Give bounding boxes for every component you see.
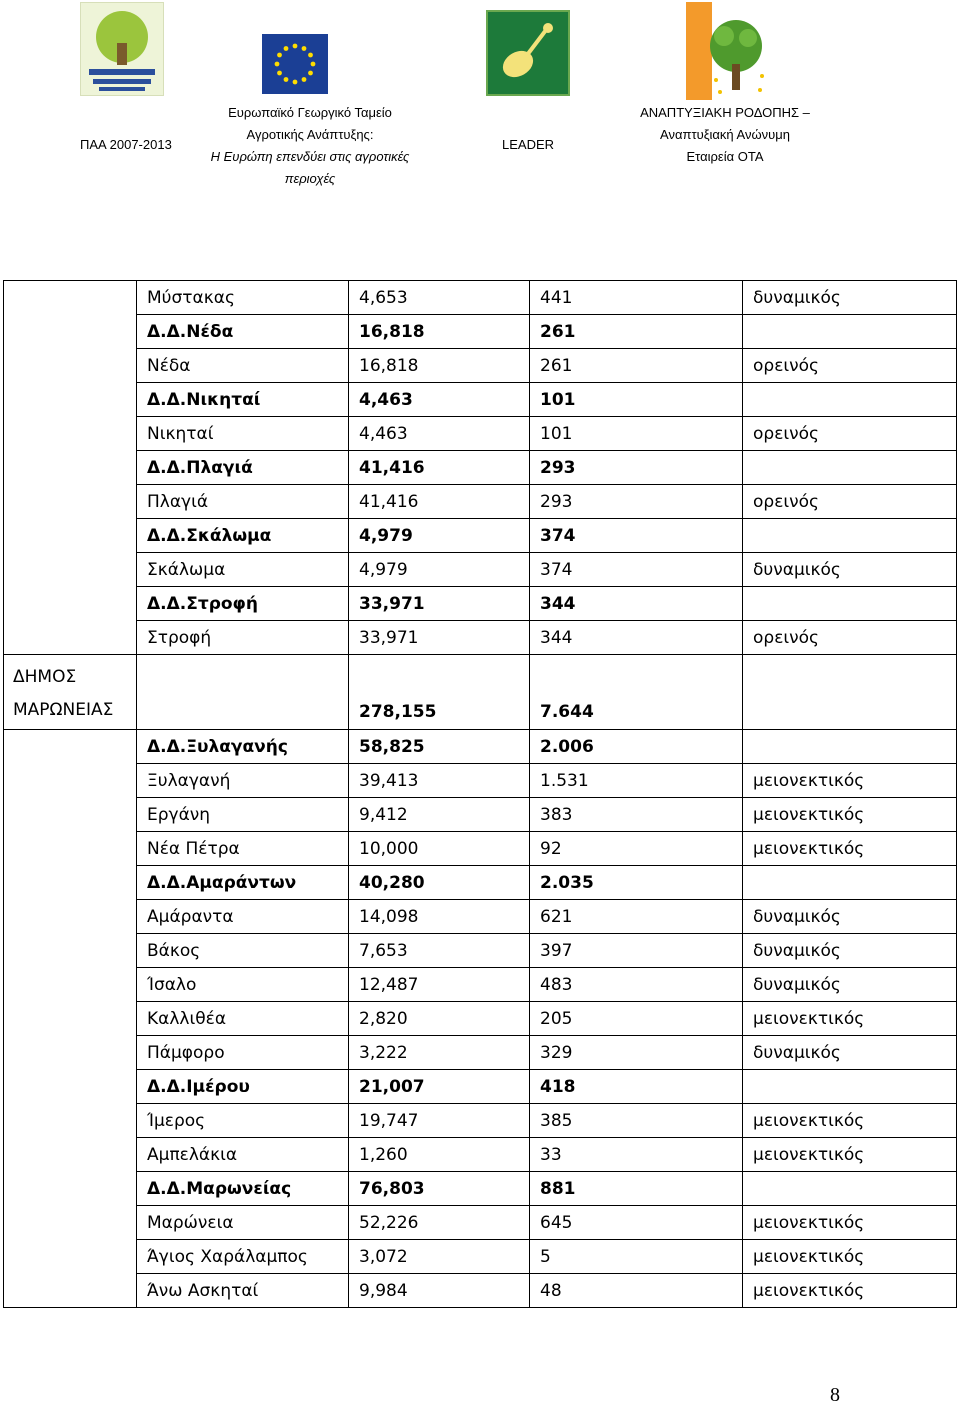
table-row	[4, 934, 957, 968]
table-cell: 7,653	[349, 934, 530, 968]
table-cell: 621	[530, 900, 743, 934]
table-cell: 4,463	[349, 417, 530, 451]
table-cell: μειονεκτικός	[743, 1002, 957, 1036]
table-cell: Δ.Δ.Νικηταί	[137, 383, 349, 417]
table-cell: Νέα Πέτρα	[137, 832, 349, 866]
table-row	[4, 587, 957, 621]
settlements-table	[3, 280, 957, 1308]
table-cell	[4, 621, 137, 655]
eu-flag-logo	[262, 34, 328, 94]
organisation-line-2: Αναπτυξιακή Ανώνυμη	[660, 127, 790, 142]
organisation-line-3: Εταιρεία ΟΤΑ	[686, 149, 764, 164]
table-cell: Ίσαλο	[137, 968, 349, 1002]
table-cell	[4, 587, 137, 621]
table-cell	[4, 832, 137, 866]
table-cell: 9,984	[349, 1274, 530, 1308]
table-row	[4, 730, 957, 764]
municipality-total-row	[4, 655, 957, 730]
table-row	[4, 417, 957, 451]
table-cell: Πλαγιά	[137, 485, 349, 519]
table-cell: 92	[530, 832, 743, 866]
table-cell	[743, 866, 957, 900]
table-row	[4, 1036, 957, 1070]
table-row	[4, 519, 957, 553]
table-cell	[4, 281, 137, 315]
table-cell: 2.035	[530, 866, 743, 900]
table-cell: Σκάλωμα	[137, 553, 349, 587]
table-row	[4, 764, 957, 798]
table-cell: 261	[530, 315, 743, 349]
table-cell: Άγιος Χαράλαμπος	[137, 1240, 349, 1274]
table-cell: 645	[530, 1206, 743, 1240]
table-cell: δυναμικός	[743, 1036, 957, 1070]
eu-fund-line-2: Αγροτικής Ανάπτυξης:	[246, 127, 374, 142]
table-cell: μειονεκτικός	[743, 798, 957, 832]
table-cell: Αμπελάκια	[137, 1138, 349, 1172]
table-row	[4, 281, 957, 315]
table-cell: Δ.Δ.Σκάλωμα	[137, 519, 349, 553]
table-row	[4, 315, 957, 349]
table-cell: 261	[530, 349, 743, 383]
table-cell: 4,653	[349, 281, 530, 315]
table-cell	[4, 485, 137, 519]
table-cell: 33,971	[349, 587, 530, 621]
table-cell	[743, 1172, 957, 1206]
table-cell: 329	[530, 1036, 743, 1070]
table-cell	[743, 451, 957, 485]
table-cell	[4, 1104, 137, 1138]
table-cell: Άνω Ασκηταί	[137, 1274, 349, 1308]
table-cell: 374	[530, 553, 743, 587]
table-row	[4, 383, 957, 417]
table-cell	[4, 934, 137, 968]
table-row	[4, 1070, 957, 1104]
table-cell: 52,226	[349, 1206, 530, 1240]
table-cell: ορεινός	[743, 349, 957, 383]
table-row	[4, 1104, 957, 1138]
table-cell	[743, 587, 957, 621]
table-cell: Καλλιθέα	[137, 1002, 349, 1036]
table-cell: Μαρώνεια	[137, 1206, 349, 1240]
table-cell: 9,412	[349, 798, 530, 832]
table-cell	[4, 866, 137, 900]
table-cell: Μύστακας	[137, 281, 349, 315]
organisation-line-1: ΑΝΑΠΤΥΞΙΑΚΗ ΡΟΔΟΠΗΣ –	[640, 105, 810, 120]
table-cell: 39,413	[349, 764, 530, 798]
table-cell	[4, 1240, 137, 1274]
table-cell: 4,463	[349, 383, 530, 417]
table-cell: δυναμικός	[743, 934, 957, 968]
total-cell: 7.644	[530, 655, 743, 730]
table-cell: 397	[530, 934, 743, 968]
table-cell: 3,072	[349, 1240, 530, 1274]
table-cell: 10,000	[349, 832, 530, 866]
table-cell: 2,820	[349, 1002, 530, 1036]
table-cell: 5	[530, 1240, 743, 1274]
table-cell: ορεινός	[743, 621, 957, 655]
table-cell	[4, 417, 137, 451]
table-cell: ορεινός	[743, 417, 957, 451]
table-cell: Ξυλαγανή	[137, 764, 349, 798]
table-cell: 40,280	[349, 866, 530, 900]
table-cell: 58,825	[349, 730, 530, 764]
table-cell: 48	[530, 1274, 743, 1308]
table-cell	[4, 519, 137, 553]
table-cell	[743, 519, 957, 553]
table-cell: 4,979	[349, 519, 530, 553]
table-cell: 293	[530, 451, 743, 485]
table-cell: 101	[530, 383, 743, 417]
leader-logo	[486, 10, 570, 96]
table-cell: μειονεκτικός	[743, 1206, 957, 1240]
table-cell: μειονεκτικός	[743, 764, 957, 798]
table-cell	[4, 1274, 137, 1308]
table-cell: 418	[530, 1070, 743, 1104]
municipality-name-line-1: ΔΗΜΟΣ	[13, 667, 77, 687]
table-cell: μειονεκτικός	[743, 1240, 957, 1274]
table-cell	[4, 315, 137, 349]
table-row	[4, 1002, 957, 1036]
table-cell: 16,818	[349, 349, 530, 383]
anaptyxiaki-rodopis-logo	[686, 2, 772, 100]
table-cell: 293	[530, 485, 743, 519]
table-row	[4, 485, 957, 519]
table-cell	[743, 383, 957, 417]
table-row	[4, 349, 957, 383]
table-cell	[4, 1070, 137, 1104]
table-cell: Δ.Δ.Μαρωνείας	[137, 1172, 349, 1206]
table-cell: Αμάραντα	[137, 900, 349, 934]
table-cell: 1.531	[530, 764, 743, 798]
eu-fund-line-4: περιοχές	[284, 171, 336, 186]
table-cell: Δ.Δ.Στροφή	[137, 587, 349, 621]
table-cell	[4, 383, 137, 417]
total-cell	[743, 655, 957, 730]
table-cell	[4, 553, 137, 587]
table-cell	[4, 1172, 137, 1206]
table-cell: μειονεκτικός	[743, 832, 957, 866]
table-cell	[4, 730, 137, 764]
table-cell: 344	[530, 621, 743, 655]
table-cell	[743, 730, 957, 764]
organisation-caption	[620, 102, 830, 168]
table-cell: Ίμερος	[137, 1104, 349, 1138]
table-cell: μειονεκτικός	[743, 1138, 957, 1172]
table-cell: 101	[530, 417, 743, 451]
total-cell	[137, 655, 349, 730]
table-cell	[4, 900, 137, 934]
table-cell: 2.006	[530, 730, 743, 764]
table-cell: μειονεκτικός	[743, 1274, 957, 1308]
table-cell: 483	[530, 968, 743, 1002]
table-row	[4, 866, 957, 900]
table-cell: 383	[530, 798, 743, 832]
table-cell: Νικηταί	[137, 417, 349, 451]
table-row	[4, 1240, 957, 1274]
table-cell: 16,818	[349, 315, 530, 349]
table-cell: Δ.Δ.Πλαγιά	[137, 451, 349, 485]
table-cell: 33,971	[349, 621, 530, 655]
leader-label: LEADER	[502, 137, 555, 152]
table-cell	[4, 764, 137, 798]
table-cell: 441	[530, 281, 743, 315]
table-cell: Εργάνη	[137, 798, 349, 832]
table-row	[4, 900, 957, 934]
table-cell: 374	[530, 519, 743, 553]
table-cell	[4, 1138, 137, 1172]
table-row	[4, 1206, 957, 1240]
table-cell: 385	[530, 1104, 743, 1138]
eu-fund-line-3: Η Ευρώπη επενδύει στις αγροτικές	[210, 149, 410, 164]
table-cell: 76,803	[349, 1172, 530, 1206]
table-cell: Δ.Δ.Αμαράντων	[137, 866, 349, 900]
table-row	[4, 1274, 957, 1308]
table-cell: Στροφή	[137, 621, 349, 655]
table-row	[4, 1138, 957, 1172]
table-cell: 344	[530, 587, 743, 621]
municipality-name	[4, 655, 137, 730]
table-cell	[4, 1206, 137, 1240]
table-cell: ορεινός	[743, 485, 957, 519]
table-cell: 33	[530, 1138, 743, 1172]
table-row	[4, 832, 957, 866]
table-cell	[4, 798, 137, 832]
table-cell	[743, 315, 957, 349]
page-number: 8	[830, 1384, 840, 1406]
table-cell: 19,747	[349, 1104, 530, 1138]
table-cell: Πάμφορο	[137, 1036, 349, 1070]
table-row	[4, 1172, 957, 1206]
table-cell: δυναμικός	[743, 900, 957, 934]
table-row	[4, 798, 957, 832]
table-cell	[4, 1036, 137, 1070]
table-cell: Δ.Δ.Ιμέρου	[137, 1070, 349, 1104]
eu-fund-caption	[210, 102, 410, 190]
table-row	[4, 968, 957, 1002]
table-cell: 1,260	[349, 1138, 530, 1172]
table-row	[4, 451, 957, 485]
paa-logo	[80, 2, 164, 96]
table-cell	[4, 968, 137, 1002]
table-cell: 3,222	[349, 1036, 530, 1070]
table-row	[4, 621, 957, 655]
table-cell: 205	[530, 1002, 743, 1036]
municipality-name-line-2: ΜΑΡΩΝΕΙΑΣ	[13, 700, 114, 720]
table-cell: 14,098	[349, 900, 530, 934]
table-cell: 41,416	[349, 451, 530, 485]
table-cell: δυναμικός	[743, 281, 957, 315]
table-cell: μειονεκτικός	[743, 1104, 957, 1138]
table-cell: δυναμικός	[743, 553, 957, 587]
programme-label: ΠΑΑ 2007-2013	[80, 137, 172, 152]
table-cell: 4,979	[349, 553, 530, 587]
total-cell: 278,155	[349, 655, 530, 730]
table-cell	[4, 349, 137, 383]
table-cell: 12,487	[349, 968, 530, 1002]
eu-fund-line-1: Ευρωπαϊκό Γεωργικό Ταμείο	[228, 105, 392, 120]
table-cell: Δ.Δ.Νέδα	[137, 315, 349, 349]
table-row	[4, 553, 957, 587]
table-cell: 881	[530, 1172, 743, 1206]
table-cell	[4, 1002, 137, 1036]
table-cell: δυναμικός	[743, 968, 957, 1002]
table-cell: Βάκος	[137, 934, 349, 968]
table-cell: 41,416	[349, 485, 530, 519]
table-cell: Δ.Δ.Ξυλαγανής	[137, 730, 349, 764]
table-cell	[4, 451, 137, 485]
table-cell	[743, 1070, 957, 1104]
table-cell: Νέδα	[137, 349, 349, 383]
table-cell: 21,007	[349, 1070, 530, 1104]
